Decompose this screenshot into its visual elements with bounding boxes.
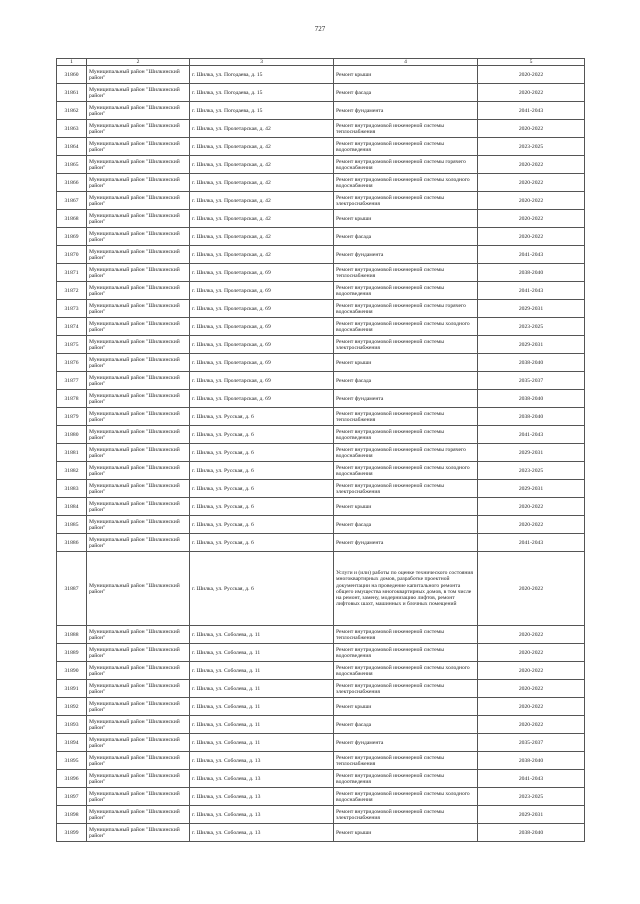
work-type-cell: Ремонт внутридомовой инженерной системы теплоснабжения: [334, 752, 478, 770]
period-cell: 2038-2040: [478, 390, 585, 408]
table-row: [57, 680, 585, 698]
address-cell: г. Шилка, ул. Погодаева, д. 15: [190, 102, 334, 120]
row-number: 31872: [57, 282, 87, 300]
work-type-cell: Ремонт внутридомовой инженерной системы водоотведения: [334, 426, 478, 444]
work-type-cell: Ремонт фундамента: [334, 390, 478, 408]
table-row: [57, 662, 585, 680]
table-row: [57, 138, 585, 156]
row-number: 31871: [57, 264, 87, 282]
address-cell: г. Шилка, ул. Соболева, д. 13: [190, 806, 334, 824]
table-row: [57, 102, 585, 120]
work-type-cell: Ремонт внутридомовой инженерной системы холодного водоснабжения: [334, 788, 478, 806]
district-cell: Муниципальный район "Шилкинский район": [87, 192, 190, 210]
row-number: 31867: [57, 192, 87, 210]
table-row: [57, 66, 585, 84]
row-number: 31889: [57, 644, 87, 662]
period-cell: 2023-2025: [478, 138, 585, 156]
table-row: [57, 534, 585, 552]
row-number: 31865: [57, 156, 87, 174]
work-type-cell: Ремонт внутридомовой инженерной системы горячего водоснабжения: [334, 444, 478, 462]
district-cell: Муниципальный район "Шилкинский район": [87, 534, 190, 552]
period-cell: 2020-2022: [478, 120, 585, 138]
table-body: [57, 66, 585, 842]
row-number: 31882: [57, 462, 87, 480]
period-cell: 2020-2022: [478, 174, 585, 192]
period-cell: 2041-2043: [478, 534, 585, 552]
row-number: 31892: [57, 698, 87, 716]
address-cell: г. Шилка, ул. Погодаева, д. 15: [190, 66, 334, 84]
table-row: [57, 734, 585, 752]
period-cell: 2035-2037: [478, 372, 585, 390]
work-type-cell: Ремонт внутридомовой инженерной системы электроснабжения: [334, 192, 478, 210]
table-row: [57, 480, 585, 498]
period-cell: 2020-2022: [478, 680, 585, 698]
period-cell: 2041-2043: [478, 282, 585, 300]
row-number: 31869: [57, 228, 87, 246]
row-number: 31870: [57, 246, 87, 264]
table-row: [57, 516, 585, 534]
row-number: 31878: [57, 390, 87, 408]
address-cell: г. Шилка, ул. Соболева, д. 11: [190, 716, 334, 734]
row-number: 31895: [57, 752, 87, 770]
period-cell: 2029-2031: [478, 806, 585, 824]
table-row: [57, 752, 585, 770]
district-cell: Муниципальный район "Шилкинский район": [87, 228, 190, 246]
work-type-cell: Ремонт внутридомовой инженерной системы холодного водоснабжения: [334, 174, 478, 192]
address-cell: г. Шилка, ул. Пролетарская, д. 69: [190, 372, 334, 390]
work-type-cell: Ремонт внутридомовой инженерной системы теплоснабжения: [334, 408, 478, 426]
district-cell: Муниципальный район "Шилкинский район": [87, 788, 190, 806]
address-cell: г. Шилка, ул. Соболева, д. 13: [190, 788, 334, 806]
address-cell: г. Шилка, ул. Русская, д. 6: [190, 444, 334, 462]
period-cell: 2020-2022: [478, 644, 585, 662]
address-cell: г. Шилка, ул. Пролетарская, д. 42: [190, 228, 334, 246]
period-cell: 2020-2022: [478, 552, 585, 626]
period-cell: 2029-2031: [478, 336, 585, 354]
row-number: 31868: [57, 210, 87, 228]
period-cell: 2023-2025: [478, 788, 585, 806]
district-cell: Муниципальный район "Шилкинский район": [87, 806, 190, 824]
table-row: [57, 192, 585, 210]
work-type-cell: Ремонт внутридомовой инженерной системы горячего водоснабжения: [334, 156, 478, 174]
table-row: [57, 716, 585, 734]
table-row: [57, 788, 585, 806]
table-row: [57, 210, 585, 228]
district-cell: Муниципальный район "Шилкинский район": [87, 824, 190, 842]
address-cell: г. Шилка, ул. Русская, д. 6: [190, 516, 334, 534]
address-cell: г. Шилка, ул. Пролетарская, д. 69: [190, 390, 334, 408]
work-type-cell: Ремонт фасада: [334, 84, 478, 102]
district-cell: Муниципальный район "Шилкинский район": [87, 390, 190, 408]
district-cell: Муниципальный район "Шилкинский район": [87, 264, 190, 282]
work-type-cell: Ремонт внутридомовой инженерной системы электроснабжения: [334, 336, 478, 354]
district-cell: Муниципальный район "Шилкинский район": [87, 66, 190, 84]
row-number: 31862: [57, 102, 87, 120]
column-header: 4: [334, 59, 478, 66]
table-row: [57, 84, 585, 102]
district-cell: Муниципальный район "Шилкинский район": [87, 716, 190, 734]
period-cell: 2038-2040: [478, 752, 585, 770]
row-number: 31887: [57, 552, 87, 626]
table-row: [57, 644, 585, 662]
table-row: [57, 372, 585, 390]
address-cell: г. Шилка, ул. Соболева, д. 13: [190, 770, 334, 788]
row-number: 31886: [57, 534, 87, 552]
district-cell: Муниципальный район "Шилкинский район": [87, 174, 190, 192]
district-cell: Муниципальный район "Шилкинский район": [87, 516, 190, 534]
work-type-cell: Ремонт внутридомовой инженерной системы электроснабжения: [334, 806, 478, 824]
work-type-cell: Ремонт фундамента: [334, 534, 478, 552]
address-cell: г. Шилка, ул. Соболева, д. 11: [190, 644, 334, 662]
district-cell: Муниципальный район "Шилкинский район": [87, 318, 190, 336]
table-row: [57, 462, 585, 480]
period-cell: 2020-2022: [478, 210, 585, 228]
table-row: [57, 336, 585, 354]
address-cell: г. Шилка, ул. Пролетарская, д. 42: [190, 138, 334, 156]
column-header: 3: [190, 59, 334, 66]
table-row: [57, 698, 585, 716]
address-cell: г. Шилка, ул. Пролетарская, д. 69: [190, 264, 334, 282]
table-row: [57, 806, 585, 824]
row-number: 31899: [57, 824, 87, 842]
row-number: 31866: [57, 174, 87, 192]
work-type-cell: Ремонт крыши: [334, 498, 478, 516]
address-cell: г. Шилка, ул. Соболева, д. 11: [190, 626, 334, 644]
period-cell: 2029-2031: [478, 300, 585, 318]
address-cell: г. Шилка, ул. Русская, д. 6: [190, 534, 334, 552]
district-cell: Муниципальный район "Шилкинский район": [87, 462, 190, 480]
district-cell: Муниципальный район "Шилкинский район": [87, 444, 190, 462]
period-cell: 2029-2031: [478, 444, 585, 462]
column-header: 2: [87, 59, 190, 66]
period-cell: 2020-2022: [478, 228, 585, 246]
address-cell: г. Шилка, ул. Пролетарская, д. 69: [190, 336, 334, 354]
table-row: [57, 498, 585, 516]
row-number: 31861: [57, 84, 87, 102]
address-cell: г. Шилка, ул. Пролетарская, д. 69: [190, 300, 334, 318]
period-cell: 2041-2043: [478, 770, 585, 788]
work-type-cell: Ремонт фасада: [334, 228, 478, 246]
period-cell: 2038-2040: [478, 264, 585, 282]
work-type-cell: Ремонт внутридомовой инженерной системы водоотведения: [334, 770, 478, 788]
table-row: [57, 770, 585, 788]
period-cell: 2020-2022: [478, 498, 585, 516]
row-number: 31883: [57, 480, 87, 498]
period-cell: 2020-2022: [478, 192, 585, 210]
address-cell: г. Шилка, ул. Русская, д. 6: [190, 462, 334, 480]
district-cell: Муниципальный район "Шилкинский район": [87, 480, 190, 498]
district-cell: Муниципальный район "Шилкинский район": [87, 680, 190, 698]
address-cell: г. Шилка, ул. Пролетарская, д. 42: [190, 192, 334, 210]
work-type-cell: Ремонт фасада: [334, 372, 478, 390]
row-number: 31890: [57, 662, 87, 680]
period-cell: 2038-2040: [478, 408, 585, 426]
district-cell: Муниципальный район "Шилкинский район": [87, 662, 190, 680]
table-row: [57, 156, 585, 174]
work-type-cell: Услуги и (или) работы по оценке технического состояния многоквартирных домов, разработке проектной документации на проведение капитального ремонта общего имущества многоквартирных домов, в том числе на ремонт, замену, модернизацию лифтов, ремонт лифтовых шахт, машинных и блочных помещений: [334, 552, 478, 626]
period-cell: 2041-2043: [478, 102, 585, 120]
address-cell: г. Шилка, ул. Пролетарская, д. 42: [190, 156, 334, 174]
district-cell: Муниципальный район "Шилкинский район": [87, 426, 190, 444]
period-cell: 2041-2043: [478, 426, 585, 444]
address-cell: г. Шилка, ул. Пролетарская, д. 42: [190, 174, 334, 192]
district-cell: Муниципальный район "Шилкинский район": [87, 698, 190, 716]
period-cell: 2020-2022: [478, 698, 585, 716]
row-number: 31897: [57, 788, 87, 806]
address-cell: г. Шилка, ул. Соболева, д. 11: [190, 662, 334, 680]
period-cell: 2020-2022: [478, 66, 585, 84]
work-type-cell: Ремонт внутридомовой инженерной системы холодного водоснабжения: [334, 318, 478, 336]
table-row: [57, 246, 585, 264]
period-cell: 2020-2022: [478, 156, 585, 174]
district-cell: Муниципальный район "Шилкинский район": [87, 102, 190, 120]
work-type-cell: Ремонт крыши: [334, 210, 478, 228]
district-cell: Муниципальный район "Шилкинский район": [87, 372, 190, 390]
address-cell: г. Шилка, ул. Русская, д. 6: [190, 552, 334, 626]
row-number: 31879: [57, 408, 87, 426]
district-cell: Муниципальный район "Шилкинский район": [87, 120, 190, 138]
row-number: 31894: [57, 734, 87, 752]
district-cell: Муниципальный район "Шилкинский район": [87, 354, 190, 372]
work-type-cell: Ремонт крыши: [334, 824, 478, 842]
period-cell: 2041-2043: [478, 246, 585, 264]
district-cell: Муниципальный район "Шилкинский район": [87, 138, 190, 156]
work-type-cell: Ремонт фундамента: [334, 246, 478, 264]
address-cell: г. Шилка, ул. Соболева, д. 11: [190, 680, 334, 698]
period-cell: 2020-2022: [478, 516, 585, 534]
district-cell: Муниципальный район "Шилкинский район": [87, 246, 190, 264]
row-number: 31885: [57, 516, 87, 534]
work-type-cell: Ремонт фасада: [334, 516, 478, 534]
district-cell: Муниципальный район "Шилкинский район": [87, 408, 190, 426]
row-number: 31880: [57, 426, 87, 444]
district-cell: Муниципальный район "Шилкинский район": [87, 336, 190, 354]
row-number: 31893: [57, 716, 87, 734]
repair-schedule-table: [56, 58, 585, 842]
row-number: 31875: [57, 336, 87, 354]
work-type-cell: Ремонт фундамента: [334, 102, 478, 120]
table-row: [57, 444, 585, 462]
district-cell: Муниципальный район "Шилкинский район": [87, 84, 190, 102]
address-cell: г. Шилка, ул. Русская, д. 6: [190, 480, 334, 498]
address-cell: г. Шилка, ул. Русская, д. 6: [190, 408, 334, 426]
work-type-cell: Ремонт внутридомовой инженерной системы водоотведения: [334, 282, 478, 300]
row-number: 31888: [57, 626, 87, 644]
table-row: [57, 264, 585, 282]
work-type-cell: Ремонт внутридомовой инженерной системы водоотведения: [334, 644, 478, 662]
address-cell: г. Шилка, ул. Пролетарская, д. 69: [190, 354, 334, 372]
column-header: 5: [478, 59, 585, 66]
period-cell: 2020-2022: [478, 716, 585, 734]
row-number: 31884: [57, 498, 87, 516]
row-number: 31896: [57, 770, 87, 788]
row-number: 31898: [57, 806, 87, 824]
work-type-cell: Ремонт внутридомовой инженерной системы холодного водоснабжения: [334, 462, 478, 480]
column-header: 1: [57, 59, 87, 66]
district-cell: Муниципальный район "Шилкинский район": [87, 626, 190, 644]
row-number: 31864: [57, 138, 87, 156]
work-type-cell: Ремонт внутридомовой инженерной системы электроснабжения: [334, 480, 478, 498]
row-number: 31877: [57, 372, 87, 390]
table-row: [57, 552, 585, 626]
row-number: 31860: [57, 66, 87, 84]
district-cell: Муниципальный район "Шилкинский район": [87, 282, 190, 300]
district-cell: Муниципальный район "Шилкинский район": [87, 300, 190, 318]
table-row: [57, 228, 585, 246]
table-row: [57, 120, 585, 138]
table-row: [57, 824, 585, 842]
table-row: [57, 426, 585, 444]
district-cell: Муниципальный район "Шилкинский район": [87, 552, 190, 626]
address-cell: г. Шилка, ул. Погодаева, д. 15: [190, 84, 334, 102]
address-cell: г. Шилка, ул. Пролетарская, д. 69: [190, 318, 334, 336]
address-cell: г. Шилка, ул. Соболева, д. 13: [190, 824, 334, 842]
work-type-cell: Ремонт внутридомовой инженерной системы теплоснабжения: [334, 626, 478, 644]
district-cell: Муниципальный район "Шилкинский район": [87, 644, 190, 662]
period-cell: 2029-2031: [478, 480, 585, 498]
period-cell: 2023-2025: [478, 318, 585, 336]
district-cell: Муниципальный район "Шилкинский район": [87, 498, 190, 516]
table-row: [57, 174, 585, 192]
address-cell: г. Шилка, ул. Соболева, д. 11: [190, 698, 334, 716]
row-number: 31863: [57, 120, 87, 138]
table-row: [57, 626, 585, 644]
row-number: 31891: [57, 680, 87, 698]
work-type-cell: Ремонт внутридомовой инженерной системы теплоснабжения: [334, 120, 478, 138]
column-number-row: [57, 59, 585, 66]
period-cell: 2035-2037: [478, 734, 585, 752]
district-cell: Муниципальный район "Шилкинский район": [87, 156, 190, 174]
work-type-cell: Ремонт фундамента: [334, 734, 478, 752]
table-row: [57, 354, 585, 372]
address-cell: г. Шилка, ул. Пролетарская, д. 42: [190, 120, 334, 138]
period-cell: 2023-2025: [478, 462, 585, 480]
period-cell: 2038-2040: [478, 824, 585, 842]
work-type-cell: Ремонт крыши: [334, 698, 478, 716]
district-cell: Муниципальный район "Шилкинский район": [87, 210, 190, 228]
table-row: [57, 318, 585, 336]
address-cell: г. Шилка, ул. Пролетарская, д. 69: [190, 282, 334, 300]
address-cell: г. Шилка, ул. Пролетарская, д. 42: [190, 210, 334, 228]
work-type-cell: Ремонт внутридомовой инженерной системы водоотведения: [334, 138, 478, 156]
district-cell: Муниципальный район "Шилкинский район": [87, 752, 190, 770]
address-cell: г. Шилка, ул. Русская, д. 6: [190, 498, 334, 516]
page-number: 727: [314, 25, 326, 33]
work-type-cell: Ремонт внутридомовой инженерной системы электроснабжения: [334, 680, 478, 698]
table-row: [57, 282, 585, 300]
address-cell: г. Шилка, ул. Соболева, д. 11: [190, 734, 334, 752]
address-cell: г. Шилка, ул. Соболева, д. 13: [190, 752, 334, 770]
row-number: 31876: [57, 354, 87, 372]
table-row: [57, 300, 585, 318]
work-type-cell: Ремонт внутридомовой инженерной системы теплоснабжения: [334, 264, 478, 282]
row-number: 31874: [57, 318, 87, 336]
work-type-cell: Ремонт внутридомовой инженерной системы горячего водоснабжения: [334, 300, 478, 318]
period-cell: 2020-2022: [478, 626, 585, 644]
row-number: 31881: [57, 444, 87, 462]
period-cell: 2020-2022: [478, 84, 585, 102]
work-type-cell: Ремонт внутридомовой инженерной системы холодного водоснабжения: [334, 662, 478, 680]
address-cell: г. Шилка, ул. Русская, д. 6: [190, 426, 334, 444]
table-row: [57, 408, 585, 426]
address-cell: г. Шилка, ул. Пролетарская, д. 42: [190, 246, 334, 264]
period-cell: 2038-2040: [478, 354, 585, 372]
row-number: 31873: [57, 300, 87, 318]
work-type-cell: Ремонт крыши: [334, 354, 478, 372]
work-type-cell: Ремонт фасада: [334, 716, 478, 734]
period-cell: 2020-2022: [478, 662, 585, 680]
district-cell: Муниципальный район "Шилкинский район": [87, 770, 190, 788]
district-cell: Муниципальный район "Шилкинский район": [87, 734, 190, 752]
work-type-cell: Ремонт крыши: [334, 66, 478, 84]
table-row: [57, 390, 585, 408]
